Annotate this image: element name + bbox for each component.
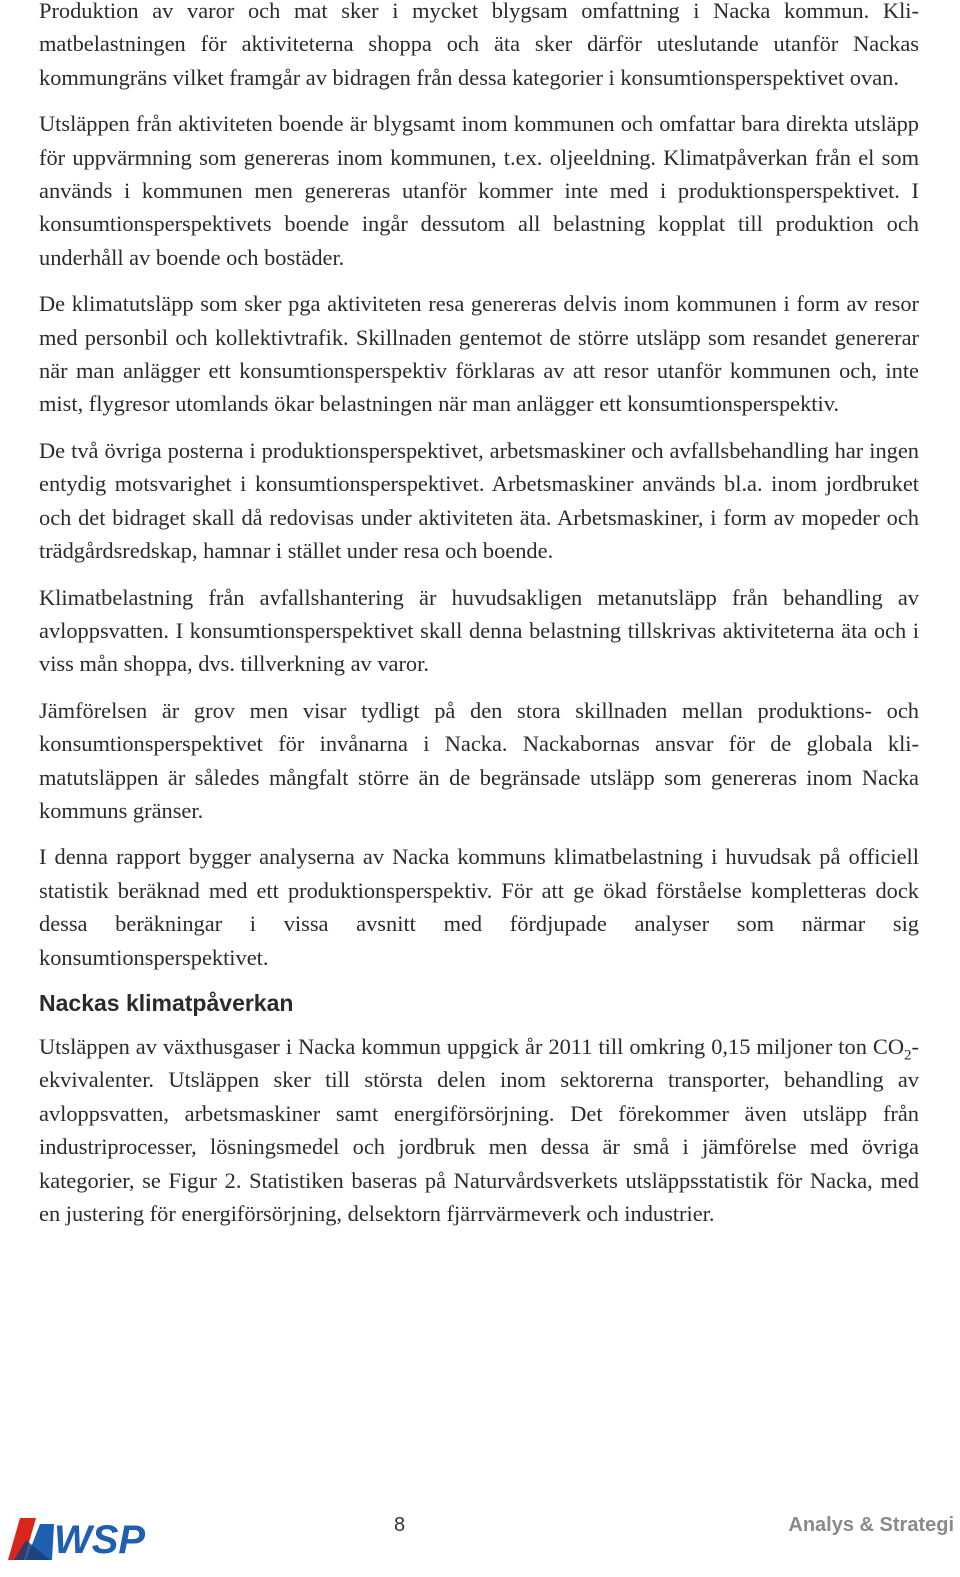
footer-brand: Analys & Strategi — [788, 1514, 954, 1536]
paragraph-6: Jämförelsen är grov men visar tydligt på den stora skillnaden mellan produktions- och konsumtionsperspektivet för invånarna i Nacka. Nackabornas ansvar för de globala klimatutsläppen är således mångfalt större än de begränsade utsläpp som genereras inom Nacka kommuns gränser. — [39, 697, 919, 823]
section-paragraph-part-2: -ekvivalenter. Utsläppen sker till största delen inom sektorerna transporter, behandling av avloppsvatten, arbetsmaskiner samt energiförsörjning. Det förekommer även utsläpp från industriprocesser, lösningsmedel och jordbruk men dessa är små i jämförelse med övriga kategorier, se Figur 2. Statistiken baseras på Naturvårdsverkets utsläppsstatistik för Nacka, med en justering för energiförsörjning, delsektorn fjärrvärmeverk och industrier. — [39, 1033, 919, 1226]
document-body — [39, 0, 919, 1243]
paragraph-7: I denna rapport bygger analyserna av Nacka kommuns klimatbelastning i huvudsak på officiell statistik beräknad med ett produktionsperspektiv. För att ge ökad förståelse kompletteras dock dessa beräkningar i vissa avsnitt med fördjupade analyser som närmar sig konsumtionsperspektivet. — [39, 844, 919, 970]
paragraph-4: De två övriga posterna i produktionsperspektivet, arbetsmaskiner och avfallsbehandling har ingen entydig motsvarighet i konsumtionsperspektivet. Arbetsmaskiner används bl.a. inom jordbruket och det bidraget skall då redovisas under aktiviteten äta. Arbetsmaskiner, i form av mopeder och trädgårdsredskap, hamnar i stället under resa och boende. — [39, 437, 919, 564]
section-paragraph — [39, 1030, 919, 1230]
wsp-logo-mark — [8, 1518, 54, 1560]
page-footer — [0, 1500, 960, 1577]
logo-wordmark: WSP — [54, 1518, 146, 1562]
paragraph-3: De klimatutsläpp som sker pga aktiviteten resa genereras delvis inom kommunen i form av resor med personbil och kollektivtrafik. Skillnaden gentemot de större utsläpp som resandet genererar när man anlägger ett konsumtionsperspektiv förklaras av att resor utanför kommunen och, inte mist, flygresor utomlands ökar belastningen när man anlägger ett konsumtionsperspektiv. — [39, 291, 919, 417]
wsp-logo — [6, 1510, 166, 1562]
page-number: 8 — [394, 1514, 406, 1536]
subscript-2: 2 — [904, 1047, 912, 1064]
paragraph-5: Klimatbelastning från avfallshantering är huvudsakligen metanutsläpp från behandling av avloppsvatten. I konsumtionsperspektivet skall denna belastning tillskrivas aktiviteterna äta och i viss mån shoppa, dvs. tillverkning av varor. — [39, 584, 919, 677]
section-paragraph-part-1: Utsläppen av växthusgaser i Nacka kommun uppgick år 2011 till omkring 0,15 miljoner ton CO — [39, 1033, 905, 1059]
paragraph-2: Utsläppen från aktiviteten boende är blygsamt inom kommunen och omfattar bara direkta utsläpp för uppvärmning som genereras inom kommunen, t.ex. oljeeldning. Klimatpåverkan från el som används i kommunen men genereras utanför kommer inte med i produktionsperspektivet. I konsumtionsperspektivets boende ingår dessutom all belastning kopplat till produktion och underhåll av boende och bostäder. — [39, 111, 919, 270]
paragraph-1: Produktion av varor och mat sker i mycket blygsam omfattning i Nacka kommun. Klimatbelastningen för aktiviteterna shoppa och äta sker därför uteslutande utanför Nackas kommungräns vilket framgår av bidragen från dessa kategorier i konsumtionsperspektivet ovan. — [39, 0, 919, 90]
section-heading: Nackas klimatpåverkan — [39, 989, 294, 1016]
